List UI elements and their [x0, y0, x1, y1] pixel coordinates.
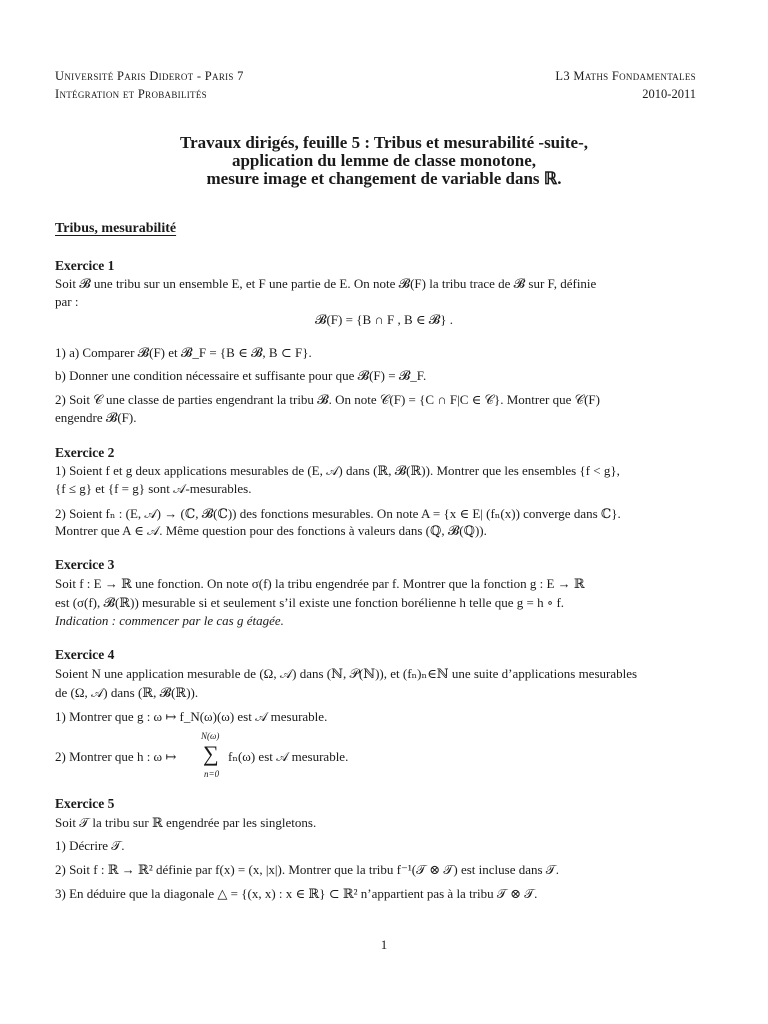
header-course: Intégration et Probabilités [55, 87, 207, 101]
exercise-2-question-1-cont: {f ≤ g} et {f = g} sont 𝒜-mesurables. [55, 481, 252, 496]
exercise-4-text: Soient N une application mesurable de (Ω, 𝒜) dans (ℕ, 𝒫(ℕ)), et (fₙ)ₙ∈ℕ une suite d’applications mesurables [55, 666, 638, 681]
exercise-4-question-2-end: fₙ(ω) est 𝒜 mesurable. [228, 749, 349, 764]
title-line-1: Travaux dirigés, feuille 5 : Tribus et mesurabilité -suite-, [180, 133, 588, 152]
exercise-1-question-2-cont: engendre 𝓑(F). [55, 410, 137, 425]
sum-lower-bound: n=0 [204, 769, 220, 779]
exercise-2-heading: Exercice 2 [55, 445, 115, 460]
exercise-5-question-2: 2) Soit f : ℝ → ℝ² définie par f(x) = (x, |x|). Montrer que la tribu f⁻¹(𝒯 ⊗ 𝒯) est incluse dans 𝒯. [55, 862, 560, 877]
exercise-1-text: Soit 𝓑 une tribu sur un ensemble E, et F une partie de E. On note 𝓑(F) la tribu trace de 𝓑 sur F, définie [55, 276, 597, 291]
exercise-1-question-1b: b) Donner une condition nécessaire et suffisante pour que 𝓑(F) = 𝓑_F. [55, 368, 427, 383]
sum-upper-bound: N(ω) [201, 731, 220, 741]
exercise-5-heading: Exercice 5 [55, 796, 115, 811]
exercise-1-question-2: 2) Soit 𝒞 une classe de parties engendrant la tribu 𝓑. On note 𝒞(F) = {C ∩ F|C ∈ 𝒞}. Montrer que 𝒞(F) [55, 392, 600, 407]
exercise-4-question-1: 1) Montrer que g : ω ↦ f_N(ω)(ω) est 𝒜 mesurable. [55, 709, 328, 724]
exercise-2-question-2: 2) Soient fₙ : (E, 𝒜) → (ℂ, 𝓑(ℂ)) des fonctions mesurables. On note A = {x ∈ E| (fₙ(x)) converge dans ℂ}. [55, 506, 621, 521]
exercise-1-formula: 𝓑(F) = {B ∩ F , B ∈ 𝓑} . [315, 312, 453, 327]
exercise-5-question-1: 1) Décrire 𝒯. [55, 838, 125, 853]
header-university: Université Paris Diderot - Paris 7 [55, 69, 244, 83]
exercise-3-heading: Exercice 3 [55, 557, 115, 572]
exercise-1-heading: Exercice 1 [55, 258, 115, 273]
exercise-2-question-2-cont: Montrer que A ∈ 𝒜. Même question pour des fonctions à valeurs dans (ℚ, 𝓑(ℚ)). [55, 523, 487, 538]
exercise-1-question-1a: 1) a) Comparer 𝓑(F) et 𝓑_F = {B ∈ 𝓑, B ⊂ F}. [55, 345, 312, 360]
exercise-5-question-3: 3) En déduire que la diagonale △ = {(x, x) : x ∈ ℝ} ⊂ ℝ² n’appartient pas à la tribu 𝒯 ⊗ 𝒯. [55, 886, 538, 901]
page-number: 1 [380, 937, 388, 952]
exercise-2-question-1: 1) Soient f et g deux applications mesurables de (E, 𝒜) dans (ℝ, 𝓑(ℝ)). Montrer que les ensembles {f < g}, [55, 463, 620, 478]
exercise-4-heading: Exercice 4 [55, 647, 115, 662]
exercise-4-question-2-start: 2) Montrer que h : ω ↦ [55, 749, 177, 764]
exercise-5-text: Soit 𝒯 la tribu sur ℝ engendrée par les singletons. [55, 815, 317, 830]
title-line-3: mesure image et changement de variable dans ℝ. [206, 169, 562, 188]
header-program: L3 Maths Fondamentales [555, 69, 696, 83]
exercise-4-text-cont: de (Ω, 𝒜) dans (ℝ, 𝓑(ℝ)). [55, 685, 199, 700]
exercise-1-text-cont: par : [55, 294, 79, 309]
header-year: 2010-2011 [642, 87, 696, 101]
sum-symbol: ∑ [203, 741, 219, 766]
section-heading: Tribus, mesurabilité [55, 221, 177, 236]
exercise-3-text: Soit f : E → ℝ une fonction. On note σ(f) la tribu engendrée par f. Montrer que la fonction g : E → ℝ [55, 576, 585, 591]
title-line-2: application du lemme de classe monotone, [231, 151, 537, 170]
exercise-3-hint: Indication : commencer par le cas g étagée. [55, 613, 284, 628]
exercise-3-text-cont: est (σ(f), 𝓑(ℝ)) mesurable si et seulement s’il existe une fonction borélienne h telle que g = h ∘ f. [55, 595, 565, 610]
